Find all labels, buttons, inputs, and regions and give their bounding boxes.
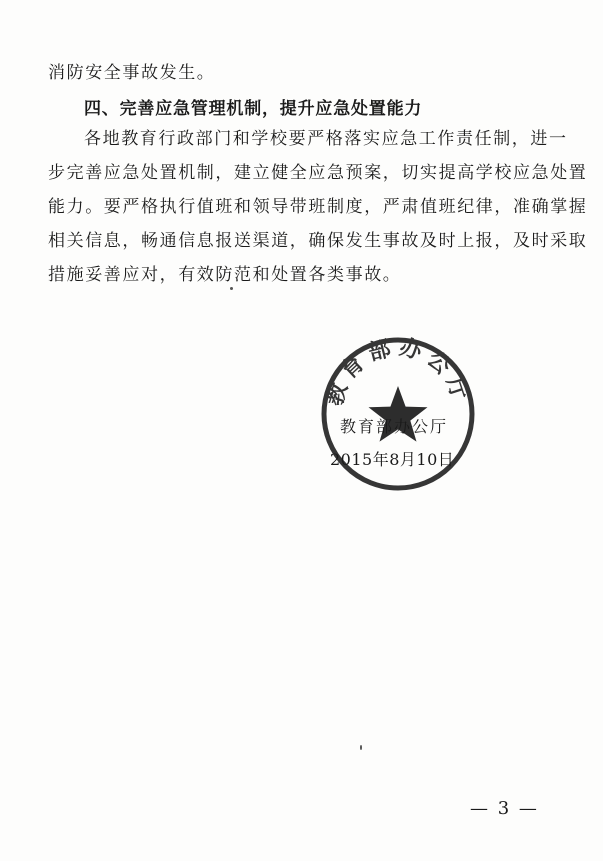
scan-speck	[230, 287, 233, 290]
paragraph-line: 各地教育行政部门和学校要严格落实应急工作责任制，进一	[84, 129, 568, 149]
seal-text: 教育部办公厅	[322, 335, 474, 409]
section-heading: 四、完善应急管理机制，提升应急处置能力	[84, 99, 423, 119]
issuer-signature: 教育部办公厅	[340, 417, 449, 436]
scan-speck	[360, 745, 362, 750]
paragraph-line: 能力。要严格执行值班和领导带班制度，严肃值班纪律，准确掌握	[48, 197, 588, 217]
text-line-continuation: 消防安全事故发生。	[48, 63, 216, 83]
paragraph-line: 相关信息，畅通信息报送渠道，确保发生事故及时上报，及时采取	[48, 231, 588, 251]
paragraph-line: 步完善应急处置机制，建立健全应急预案，切实提高学校应急处置	[48, 163, 588, 183]
page-number: — 3 —	[470, 798, 539, 819]
issue-date: 2015年8月10日	[330, 450, 455, 469]
paragraph-line: 措施妥善应对，有效防范和处置各类事故。	[48, 265, 402, 285]
